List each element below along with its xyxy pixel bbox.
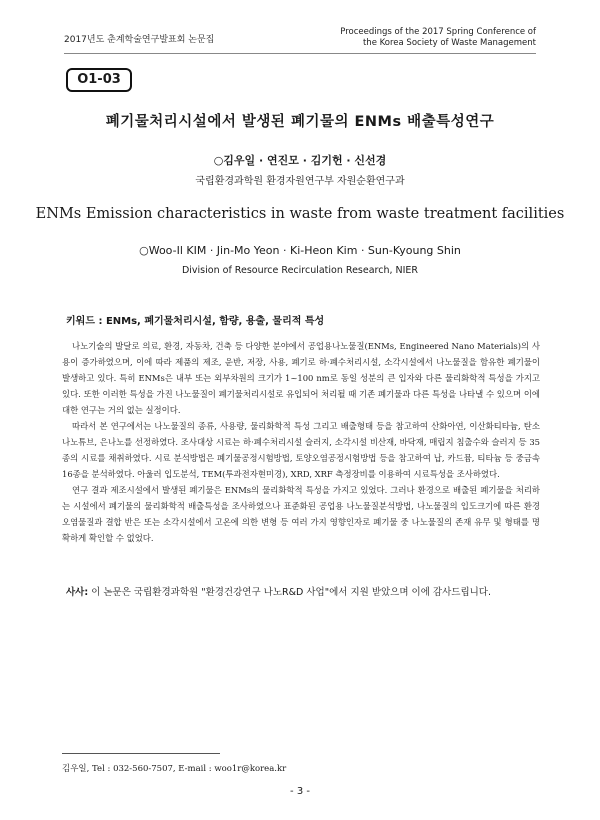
body-paragraph: 연구 결과 제조시설에서 발생된 폐기물은 ENMs의 물리화학적 특성을 가지고 있었다. 그러나 환경으로 배출된 폐기물을 처리하는 시설에서 폐기물의 물리화학적 배출특성을 조사하였으나 표준화된 공업용 나노물질분석방법, 나노물질의 입도크기에 따른 환경오염물질과 결합 반은 또는 소각시설에서 고온에 의한 변형 등 여러 가지 영향인자로 폐기물 중 나노물질의 존재 유무 및 형태를 명확하게 확인할 수 없었다. <box>62 485 540 543</box>
acknowledgment-text: 이 논문은 국립환경과학원 "환경건강연구 나노R&D 사업"에서 지원 받았으며 이에 감사드립니다. <box>91 587 491 598</box>
keywords: 키워드 : ENMs, 폐기물처리시설, 함량, 용출, 물리적 특성 <box>66 316 325 327</box>
acknowledgment <box>66 584 536 598</box>
footnote-contact: 김우일, Tel : 032-560-7507, E-mail : woo1r@korea.kr <box>62 764 287 774</box>
body-paragraph: 나노기술의 발달로 의료, 환경, 자동차, 건축 등 다양한 분야에서 공업용나노물질(ENMs, Engineered Nano Materials)의 사용이 증가하였으며, 이에 따라 제품의 제조, 운반, 저장, 사용, 폐기로 하·폐수처리시설, 소각시설에서 나노물질을 함유한 폐기물이 발생하고 있다. 특히 ENMs은 내부 또는 외부차원의 크기가 1~100 nm로 동일 성분의 큰 입자와 다른 물리화학적 특성을 가지고 있다. 또한 이러한 특성을 가진 나노물질이 폐기물처리시설로 유입되어 처리될 때 기존 폐기물과 다른 특성을 나타낼 수 있으며 이에 대한 연구는 거의 없는 실정이다. <box>62 341 540 415</box>
title-korean: 폐기물처리시설에서 발생된 폐기물의 ENMs 배출특성연구 <box>105 114 495 130</box>
page-number: - 3 - <box>290 786 310 797</box>
header-proceedings-en <box>340 27 536 49</box>
authors-english: ○Woo-Il KIM · Jin-Mo Yeon · Ki-Heon Kim · Sun-Kyoung Shin <box>139 244 461 257</box>
authors-korean: ○김우일 · 연진모 · 김기헌 · 신선경 <box>213 154 387 167</box>
abstract-body <box>62 338 540 546</box>
affiliation-english: Division of Resource Recirculation Research, NIER <box>181 265 419 276</box>
header-right-line2: the Korea Society of Waste Management <box>362 38 536 48</box>
paper-id-badge: O1-03 <box>66 68 132 92</box>
body-paragraph: 따라서 본 연구에서는 나노물질의 종류, 사용량, 물리화학적 특성 그리고 배출형태 등을 참고하여 산화아연, 이산화티타늄, 탄소나노튜브, 은나노를 선정하였다. 조사대상 시료는 하·폐수처리시설 슬러지, 소각시설 비산재, 바닥재, 매립지 침출수와 슬러지 등 35종의 시료를 채취하였다. 시료 분석방법은 폐기물공정시험방법, 토양오염공정시험방법 등을 참고하여 납, 카드뮴, 티타늄 등 중금속 16종을 분석하였다. 아울러 입도분석, TEM(투과전자현미경), XRD, XRF 측정장비를 이용하여 시료특성을 조사하였다. <box>62 421 540 479</box>
header-divider <box>64 53 536 54</box>
header-right-line1: Proceedings of the 2017 Spring Conference of <box>340 27 536 37</box>
footnote-divider <box>62 753 220 754</box>
affiliation-korean: 국립환경과학원 환경자원연구부 자원순환연구과 <box>195 176 405 187</box>
header-proceedings-ko: 2017년도 춘계학술연구발표회 논문집 <box>64 35 215 45</box>
acknowledgment-label: 사사: <box>66 587 89 598</box>
title-english: ENMs Emission characteristics in waste from waste treatment facilities <box>35 206 565 222</box>
